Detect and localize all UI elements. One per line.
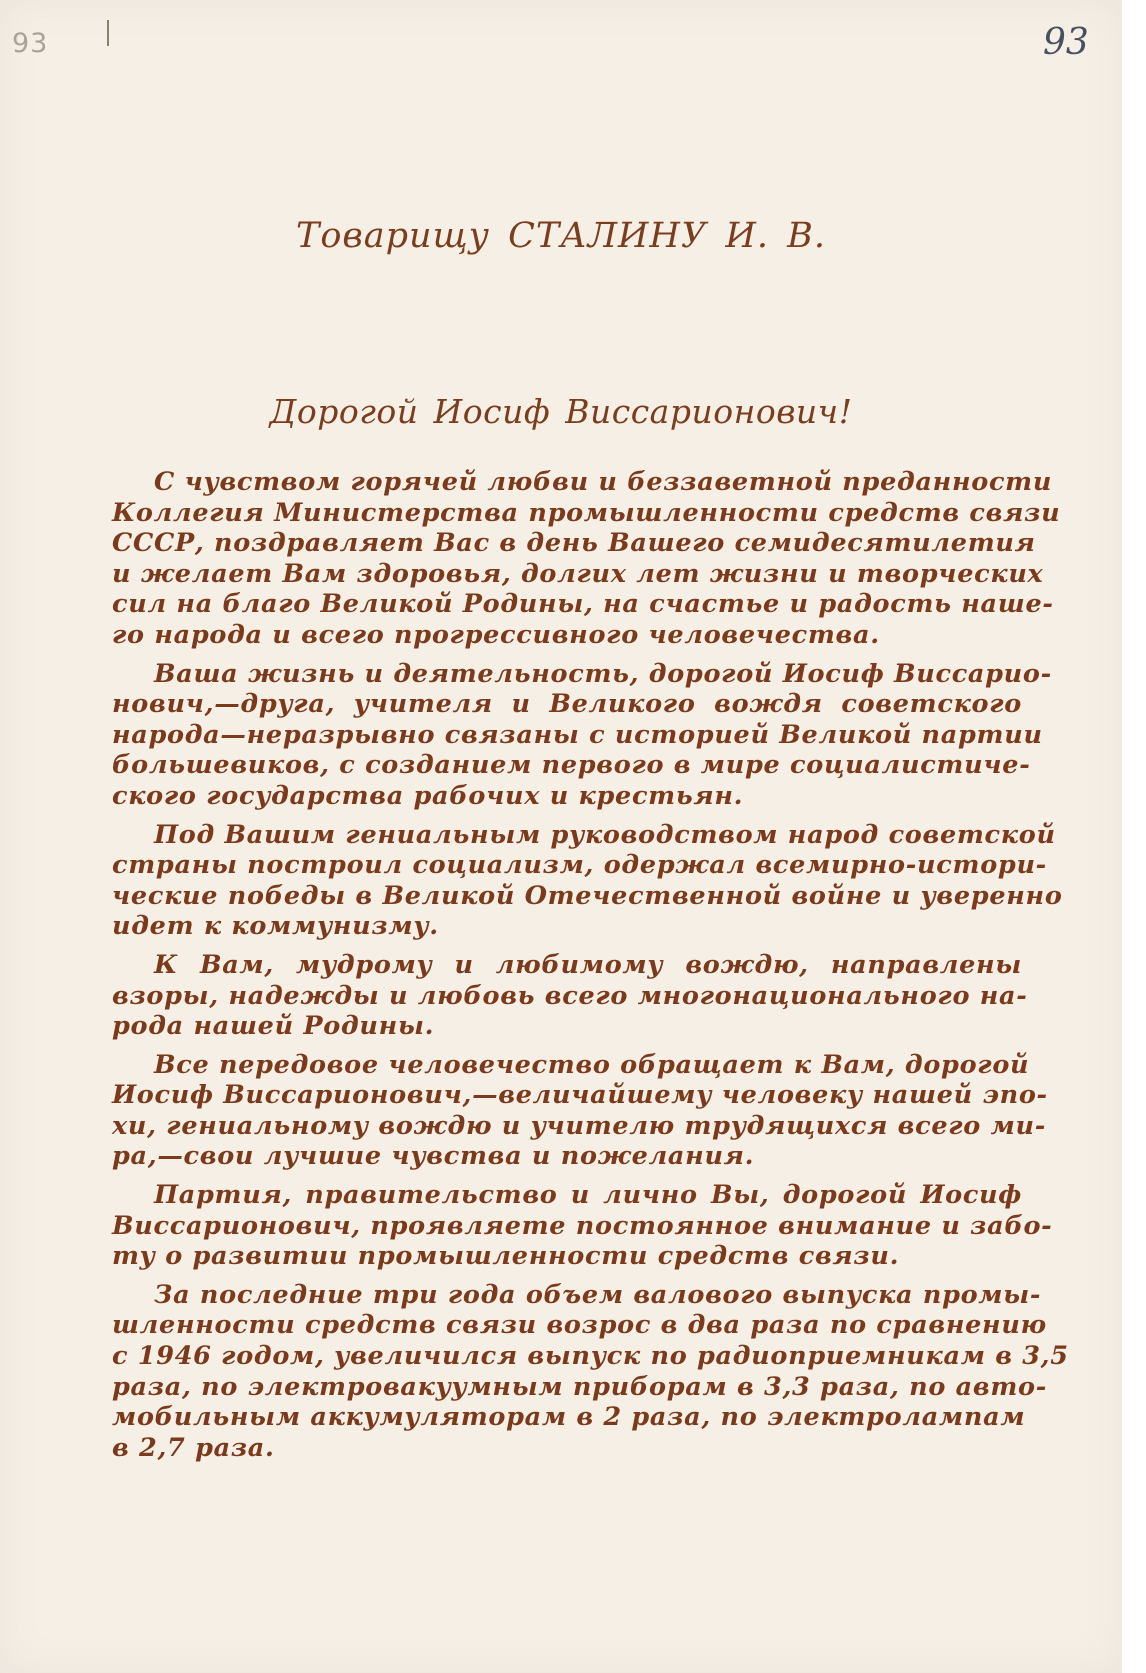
letter-line: Виссарионович, проявляете постоянное внимание и забо- — [112, 1210, 1053, 1241]
letter-line: ра,—свои лучшие чувства и пожелания. — [112, 1141, 755, 1172]
letter-line: СССР, поздравляет Вас в день Вашего семидесятилетия — [112, 528, 1036, 559]
letter-line: За последние три года объем валового выпуска промы- — [154, 1279, 1042, 1310]
letter-line: Иосиф Виссарионович,—величайшему человеку нашей эпо- — [112, 1080, 1048, 1111]
letter-line: страны построил социализм, одержал всемирно-истори- — [112, 850, 1047, 881]
letter-line: рода нашей Родины. — [112, 1011, 435, 1042]
letter-line: Под Вашим гениальным руководством народ советской — [154, 819, 1056, 850]
letter-line: Ваша жизнь и деятельность, дорогой Иосиф Виссарио- — [154, 658, 1052, 689]
letter-paragraph — [112, 1180, 1053, 1272]
letter-paragraph — [112, 467, 1061, 651]
letter-paragraph — [112, 658, 1052, 812]
letter-line: ческие победы в Великой Отечественной войне и уверенно — [112, 880, 1063, 911]
letter-line: хи, гениальному вождю и учителю трудящихся всего ми- — [112, 1110, 1047, 1141]
letter-paragraph — [112, 819, 1063, 942]
letter-line: взоры, надежды и любовь всего многонационального на- — [112, 980, 1028, 1011]
letter-salutation: Дорогой Иосиф Виссарионович! — [269, 392, 853, 431]
letter-line: го народа и всего прогрессивного человечества. — [112, 619, 880, 650]
letter-line: шленности средств связи возрос в два раза по сравнению — [112, 1310, 1047, 1341]
letter-paragraph — [112, 1049, 1048, 1172]
letter-line: сил на благо Великой Родины, на счастье и радость наше- — [112, 589, 1054, 620]
letter-line: и желает Вам здоровья, долгих лет жизни и творческих — [112, 558, 1044, 589]
letter-line: С чувством горячей любви и беззаветной преданности — [154, 467, 1053, 497]
letter-line: народа—неразрывно связаны с историей Великой партии — [112, 719, 1043, 750]
archive-page-number-pencil: 93 — [12, 28, 49, 59]
letter-line: ту о развитии промышленности средств связи. — [112, 1241, 900, 1272]
letter-line: в 2,7 раза. — [112, 1432, 275, 1463]
letter-body — [112, 467, 1069, 1471]
letter-line: Коллегия Министерства промышленности средств связи — [112, 497, 1061, 528]
letter-line: Партия, правительство и лично Вы, дорогой Иосиф — [154, 1180, 1022, 1211]
letter-line: с 1946 годом, увеличился выпуск по радиоприемникам в 3,5 — [112, 1341, 1069, 1372]
letter-line: ского государства рабочих и крестьян. — [112, 780, 744, 811]
letter-line: идет к коммунизму. — [112, 911, 439, 942]
letter-line: нович,—друга, учителя и Великого вождя советского — [112, 689, 1022, 720]
archive-page-number-ink: 93 — [1043, 22, 1089, 63]
letter-addressee: Товарищу СТАЛИНУ И. В. — [296, 216, 826, 256]
letter-paragraph — [112, 1279, 1069, 1464]
letter-line: мобильным аккумуляторам в 2 раза, по электролампам — [112, 1402, 1026, 1433]
letter-line: раза, по электровакуумным приборам в 3,3 раза, по авто- — [112, 1371, 1048, 1402]
letter-line: К Вам, мудрому и любимому вождю, направлены — [154, 949, 1022, 980]
margin-pencil-stroke — [107, 20, 109, 46]
letter-line: Все передовое человечество обращает к Вам, дорогой — [154, 1049, 1030, 1080]
letter-paragraph — [112, 949, 1028, 1042]
letter-line: большевиков, с созданием первого в мире социалистиче- — [112, 750, 1031, 781]
